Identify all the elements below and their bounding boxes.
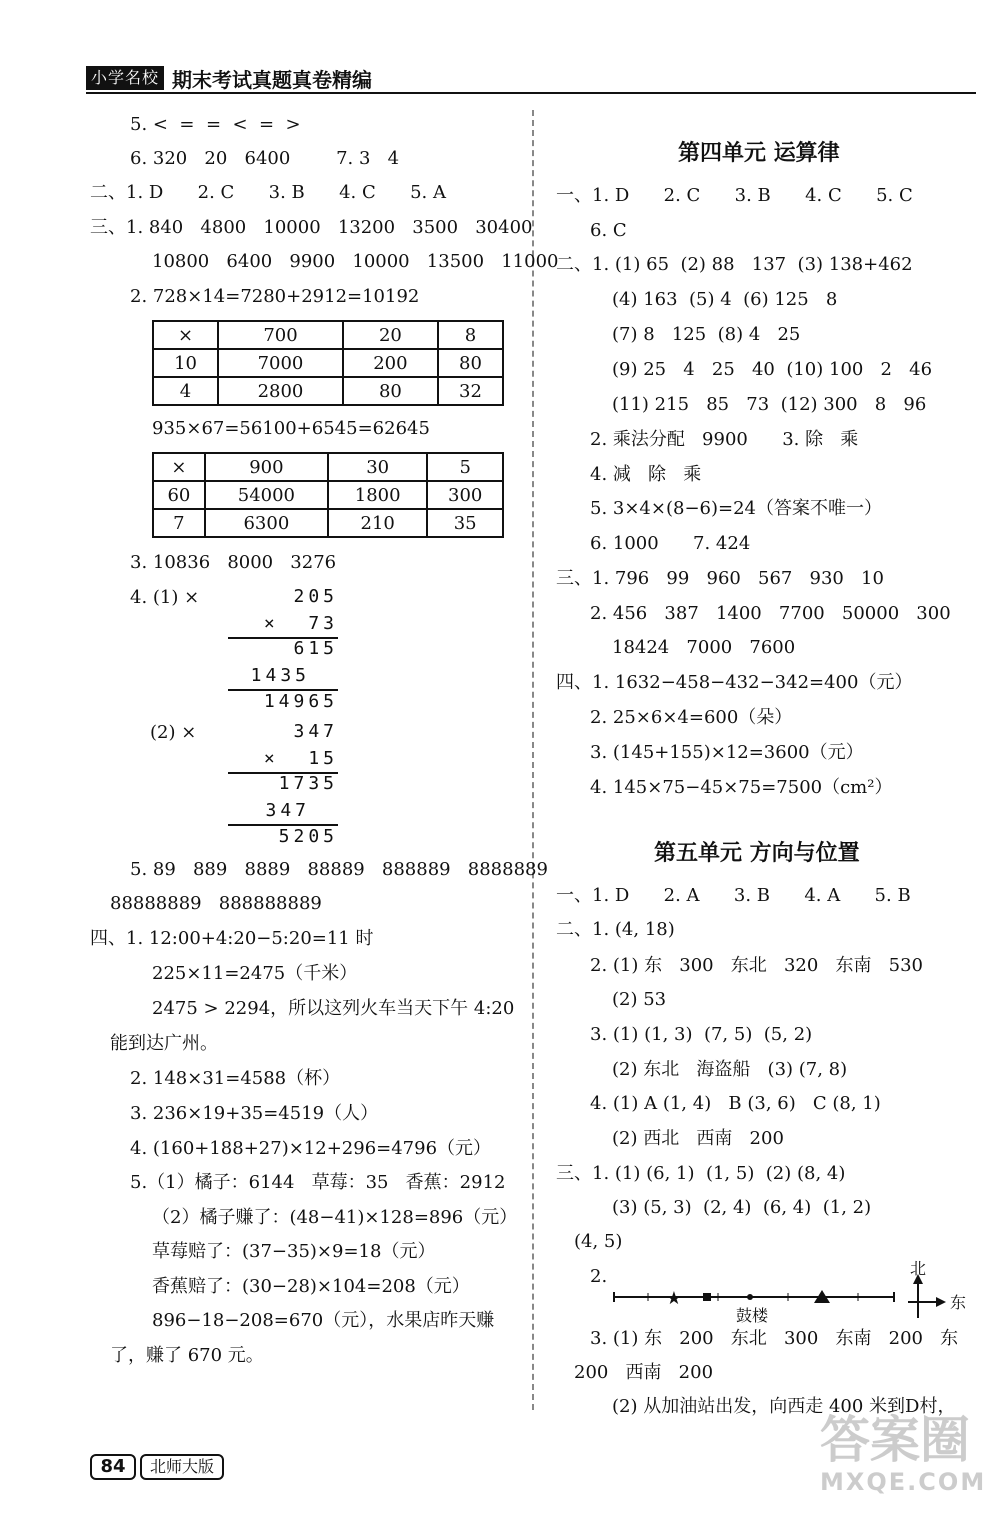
answer-line: 2. 728×14=7280+2912=10192	[130, 286, 420, 307]
table-cell: 8	[438, 321, 503, 349]
answer-line: (2) 53	[612, 989, 667, 1010]
answer-line: 6. 320 20 6400 7. 3 4	[130, 148, 400, 169]
mult-row: 205	[293, 586, 338, 607]
table-cell: 35	[427, 509, 503, 537]
answer-line: 18424 7000 7600	[612, 637, 796, 658]
answer-line: 了，赚了 670 元。	[110, 1345, 264, 1366]
table-cell: 700	[218, 321, 343, 349]
table-cell: 54000	[205, 481, 328, 509]
answer-line: (2) ×	[150, 722, 197, 743]
answer-line: 5.（1）橘子：6144 草莓：35 香蕉：2912	[130, 1172, 506, 1193]
column-divider	[532, 110, 534, 1410]
answer-line: 香蕉赔了：(30−28)×104=208（元）	[152, 1276, 470, 1297]
answer-line: 四、1. 12:00+4:20−5:20=11 时	[90, 928, 374, 949]
answer-line: 6. 1000 7. 424	[590, 533, 751, 554]
mult-row: 1435	[250, 665, 310, 686]
answer-line: 2. 乘法分配 9900 3. 除 乘	[590, 429, 859, 450]
answer-line: 3. 236×19+35=4519（人）	[130, 1103, 379, 1124]
mult-row: 347	[265, 800, 310, 821]
answer-line: (2) 东北 海盗船 (3) (7, 8)	[612, 1059, 848, 1080]
book-title: 期末考试真题真卷精编	[172, 68, 372, 92]
mult-row: 5205	[278, 826, 338, 847]
table-cell: 900	[205, 453, 328, 481]
mult-row: × 73	[263, 613, 338, 634]
table-cell: 4	[153, 377, 218, 405]
table-cell: 2800	[218, 377, 343, 405]
drum-tower-label: 鼓楼	[735, 1306, 769, 1324]
table-cell: 60	[153, 481, 205, 509]
answer-line: 3. 10836 8000 3276	[130, 552, 337, 573]
answer-line: 二、1. D 2. C 3. B 4. C 5. A	[90, 182, 447, 203]
answer-line: 能到达广州。	[110, 1033, 218, 1054]
answer-line: 四、1. 1632−458−432−342=400（元）	[556, 672, 913, 693]
table-cell: 1800	[328, 481, 427, 509]
answer-line: (7) 8 125 (8) 4 25	[612, 324, 801, 345]
series-badge: 小学名校	[86, 66, 164, 90]
answer-line: (4) 163 (5) 4 (6) 125 8	[612, 289, 838, 310]
table-cell: 7	[153, 509, 205, 537]
multiplication-table-1	[152, 320, 504, 406]
table-cell: ×	[153, 453, 205, 481]
table-cell: ×	[153, 321, 218, 349]
answer-line: 4. (160+188+27)×12+296=4796（元）	[130, 1138, 492, 1159]
vertical-multiplication-2	[228, 721, 338, 851]
mult-row: 347	[293, 721, 338, 742]
page-number: 84	[90, 1454, 136, 1480]
table-cell: 80	[438, 349, 503, 377]
answer-line: 4. 145×75−45×75=7500（cm²）	[590, 777, 893, 798]
answer-line: (3) (5, 3) (2, 4) (6, 4) (1, 2)	[612, 1197, 872, 1218]
answer-line: 225×11=2475（千米）	[152, 963, 358, 984]
unit5-title: 第五单元 方向与位置	[654, 841, 860, 866]
answer-line: 三、1. (1) (6, 1) (1, 5) (2) (8, 4)	[556, 1163, 846, 1184]
east-arrow-icon	[936, 1297, 946, 1307]
answer-line: 2.	[590, 1266, 608, 1287]
drum-tower-point	[747, 1294, 753, 1300]
table-cell: 6300	[205, 509, 328, 537]
answer-line: 5. 3×4×(8−6)=24（答案不唯一）	[590, 498, 882, 519]
answer-line: 三、1. 796 99 960 567 930 10	[556, 568, 884, 589]
answer-line: 4. (1) ×	[130, 587, 200, 608]
answer-line: 一、1. D 2. A 3. B 4. A 5. B	[556, 885, 911, 906]
mult-row: 1735	[278, 773, 338, 794]
table-cell: 80	[343, 377, 438, 405]
answer-line: 200 西南 200	[574, 1362, 714, 1383]
answer-line: 2. 148×31=4588（杯）	[130, 1068, 341, 1089]
east-label: 东	[949, 1293, 967, 1312]
header-rule	[86, 92, 976, 94]
answer-line: 4. 减 除 乘	[590, 464, 702, 485]
table-cell: 210	[328, 509, 427, 537]
answer-line: 88888889 888888889	[110, 893, 322, 914]
table-cell: 200	[343, 349, 438, 377]
answer-line: 三、1. 840 4800 10000 13200 3500 30400	[90, 217, 533, 238]
watermark-site: MXQE.COM	[820, 1468, 987, 1496]
mult-row: 14965	[263, 691, 338, 712]
answer-line: 5. 89 889 8889 88889 888889 8888889	[130, 859, 548, 880]
answer-line: 935×67=56100+6545=62645	[152, 418, 430, 439]
square-marker	[703, 1293, 711, 1301]
answer-line: 5. < = = < = >	[130, 114, 301, 135]
position-diagram	[608, 1260, 968, 1324]
watermark-text: 答案圈	[820, 1411, 970, 1469]
answer-line: 2. 456 387 1400 7700 50000 300	[590, 603, 951, 624]
answer-line: 2475 > 2294，所以这列火车当天下午 4:20	[152, 998, 515, 1019]
answer-line: 二、1. (1) 65 (2) 88 137 (3) 138+462	[556, 254, 913, 275]
table-cell: 7000	[218, 349, 343, 377]
unit4-title: 第四单元 运算律	[678, 141, 840, 166]
table-cell: 5	[427, 453, 503, 481]
multiplication-table-2	[152, 452, 504, 538]
answer-line: (11) 215 85 73 (12) 300 8 96	[612, 394, 927, 415]
table-cell: 10	[153, 349, 218, 377]
answer-line: (9) 25 4 25 40 (10) 100 2 46	[612, 359, 933, 380]
answer-line: （2）橘子赚了：(48−41)×128=896（元）	[152, 1207, 518, 1228]
north-label: 北	[909, 1260, 927, 1278]
mult-row: 615	[293, 638, 338, 659]
table-cell: 32	[438, 377, 503, 405]
answer-line: 一、1. D 2. C 3. B 4. C 5. C	[556, 185, 913, 206]
answer-line: (2) 西北 西南 200	[612, 1128, 784, 1149]
answer-line: 草莓赔了：(37−35)×9=18（元）	[152, 1241, 436, 1262]
answer-line: 3. (145+155)×12=3600（元）	[590, 742, 864, 763]
answer-line: 2. 25×6×4=600（朵）	[590, 707, 793, 728]
answer-line: (2) 从加油站出发，向西走 400 米到D村，	[612, 1396, 956, 1417]
answer-line: 3. (1) (1, 3) (7, 5) (5, 2)	[590, 1024, 813, 1045]
star-marker: ★	[665, 1288, 683, 1309]
answer-line: 6. C	[590, 220, 627, 241]
table-cell: 20	[343, 321, 438, 349]
answer-line: 2. (1) 东 300 东北 320 东南 530	[590, 955, 924, 976]
answer-line: 896−18−208=670（元），水果店昨天赚	[152, 1310, 495, 1331]
answer-line: 二、1. (4, 18)	[556, 919, 675, 940]
answer-line: 10800 6400 9900 10000 13500 11000	[152, 251, 559, 272]
edition-badge: 北师大版	[140, 1454, 224, 1480]
watermark	[820, 1411, 987, 1524]
table-cell: 30	[328, 453, 427, 481]
table-cell: 300	[427, 481, 503, 509]
mult-row: × 15	[263, 748, 338, 769]
answer-line: (4, 5)	[574, 1231, 623, 1252]
answer-line: 4. (1) A (1, 4) B (3, 6) C (8, 1)	[590, 1093, 881, 1114]
answer-line: 3. (1) 东 200 东北 300 东南 200 东	[590, 1328, 959, 1349]
vertical-multiplication-1	[228, 586, 338, 716]
